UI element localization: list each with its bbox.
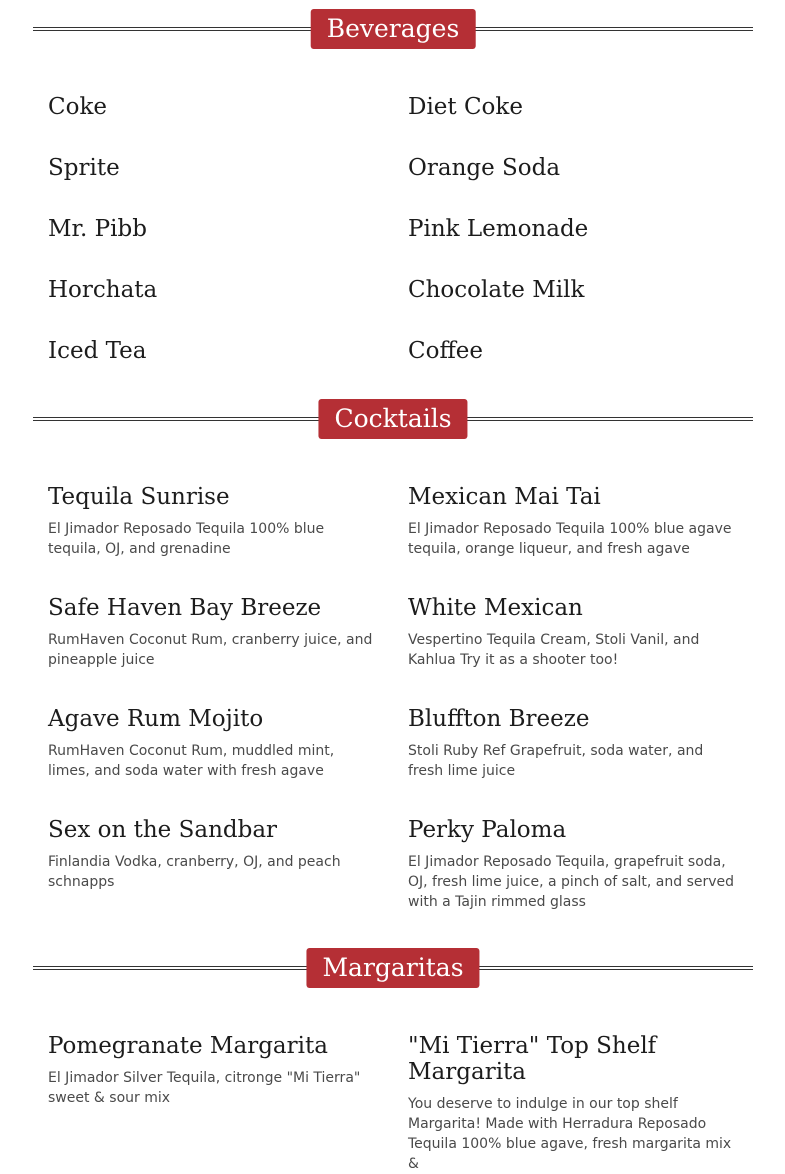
menu-item-name: Tequila Sunrise <box>48 484 230 510</box>
menu-item-description: Stoli Ruby Ref Grapefruit, soda water, and fresh lime juice <box>408 743 704 779</box>
menu-item-name: Coffee <box>408 338 484 364</box>
section-title-cocktails: Cocktails <box>318 399 467 439</box>
menu-item-description: RumHaven Coconut Rum, cranberry juice, and pineapple juice <box>48 632 373 668</box>
menu-item-description: El Jimador Reposado Tequila 100% blue agave tequila, orange liqueur, and fresh agave <box>408 521 732 557</box>
menu-item-name: Chocolate Milk <box>408 277 585 303</box>
menu-item-name: White Mexican <box>408 595 583 621</box>
menu-item-name: Mr. Pibb <box>48 216 147 242</box>
menu-item-name: Pink Lemonade <box>408 216 589 242</box>
menu-item-description: Vespertino Tequila Cream, Stoli Vanil, and Kahlua Try it as a shooter too! <box>408 632 700 668</box>
menu-item-description: El Jimador Silver Tequila, citronge "Mi Tierra" sweet & sour mix <box>48 1070 361 1106</box>
section-title-beverages: Beverages <box>311 9 476 49</box>
menu-item-description: El Jimador Reposado Tequila, grapefruit soda, OJ, fresh lime juice, a pinch of salt, and served with a Tajin rimmed glass <box>408 854 735 910</box>
menu-item-name: Diet Coke <box>408 94 523 120</box>
menu-item-name: Orange Soda <box>408 155 561 181</box>
menu-item-name: Horchata <box>48 277 158 303</box>
menu-item-description: El Jimador Reposado Tequila 100% blue tequila, OJ, and grenadine <box>48 521 325 557</box>
section-title-margaritas: Margaritas <box>306 948 479 988</box>
section-header-cocktails <box>33 399 753 439</box>
menu-item-name: Agave Rum Mojito <box>48 706 264 732</box>
menu-item-name: Mexican Mai Tai <box>408 484 601 510</box>
menu-item-description: RumHaven Coconut Rum, muddled mint, limes, and soda water with fresh agave <box>48 743 335 779</box>
menu-item-name: Safe Haven Bay Breeze <box>48 595 322 621</box>
menu-item-name: Perky Paloma <box>408 817 567 843</box>
menu-item-name: Pomegranate Margarita <box>48 1033 328 1059</box>
menu-item-name: Coke <box>48 94 107 120</box>
menu-item-name: Sex on the Sandbar <box>48 817 278 843</box>
section-header-margaritas <box>33 948 753 988</box>
menu-item-description: You deserve to indulge in our top shelf Margarita! Made with Herradura Reposado Tequila 100% blue agave, fresh margarita mix & <box>408 1096 732 1172</box>
menu-item-name: Sprite <box>48 155 120 181</box>
menu-item-name: Iced Tea <box>48 338 147 364</box>
section-header-beverages <box>33 9 753 49</box>
menu-item-description: Finlandia Vodka, cranberry, OJ, and peach schnapps <box>48 854 341 890</box>
menu-item-name: "Mi Tierra" Top Shelf Margarita <box>408 1033 657 1085</box>
menu-item-name: Bluffton Breeze <box>408 706 590 732</box>
